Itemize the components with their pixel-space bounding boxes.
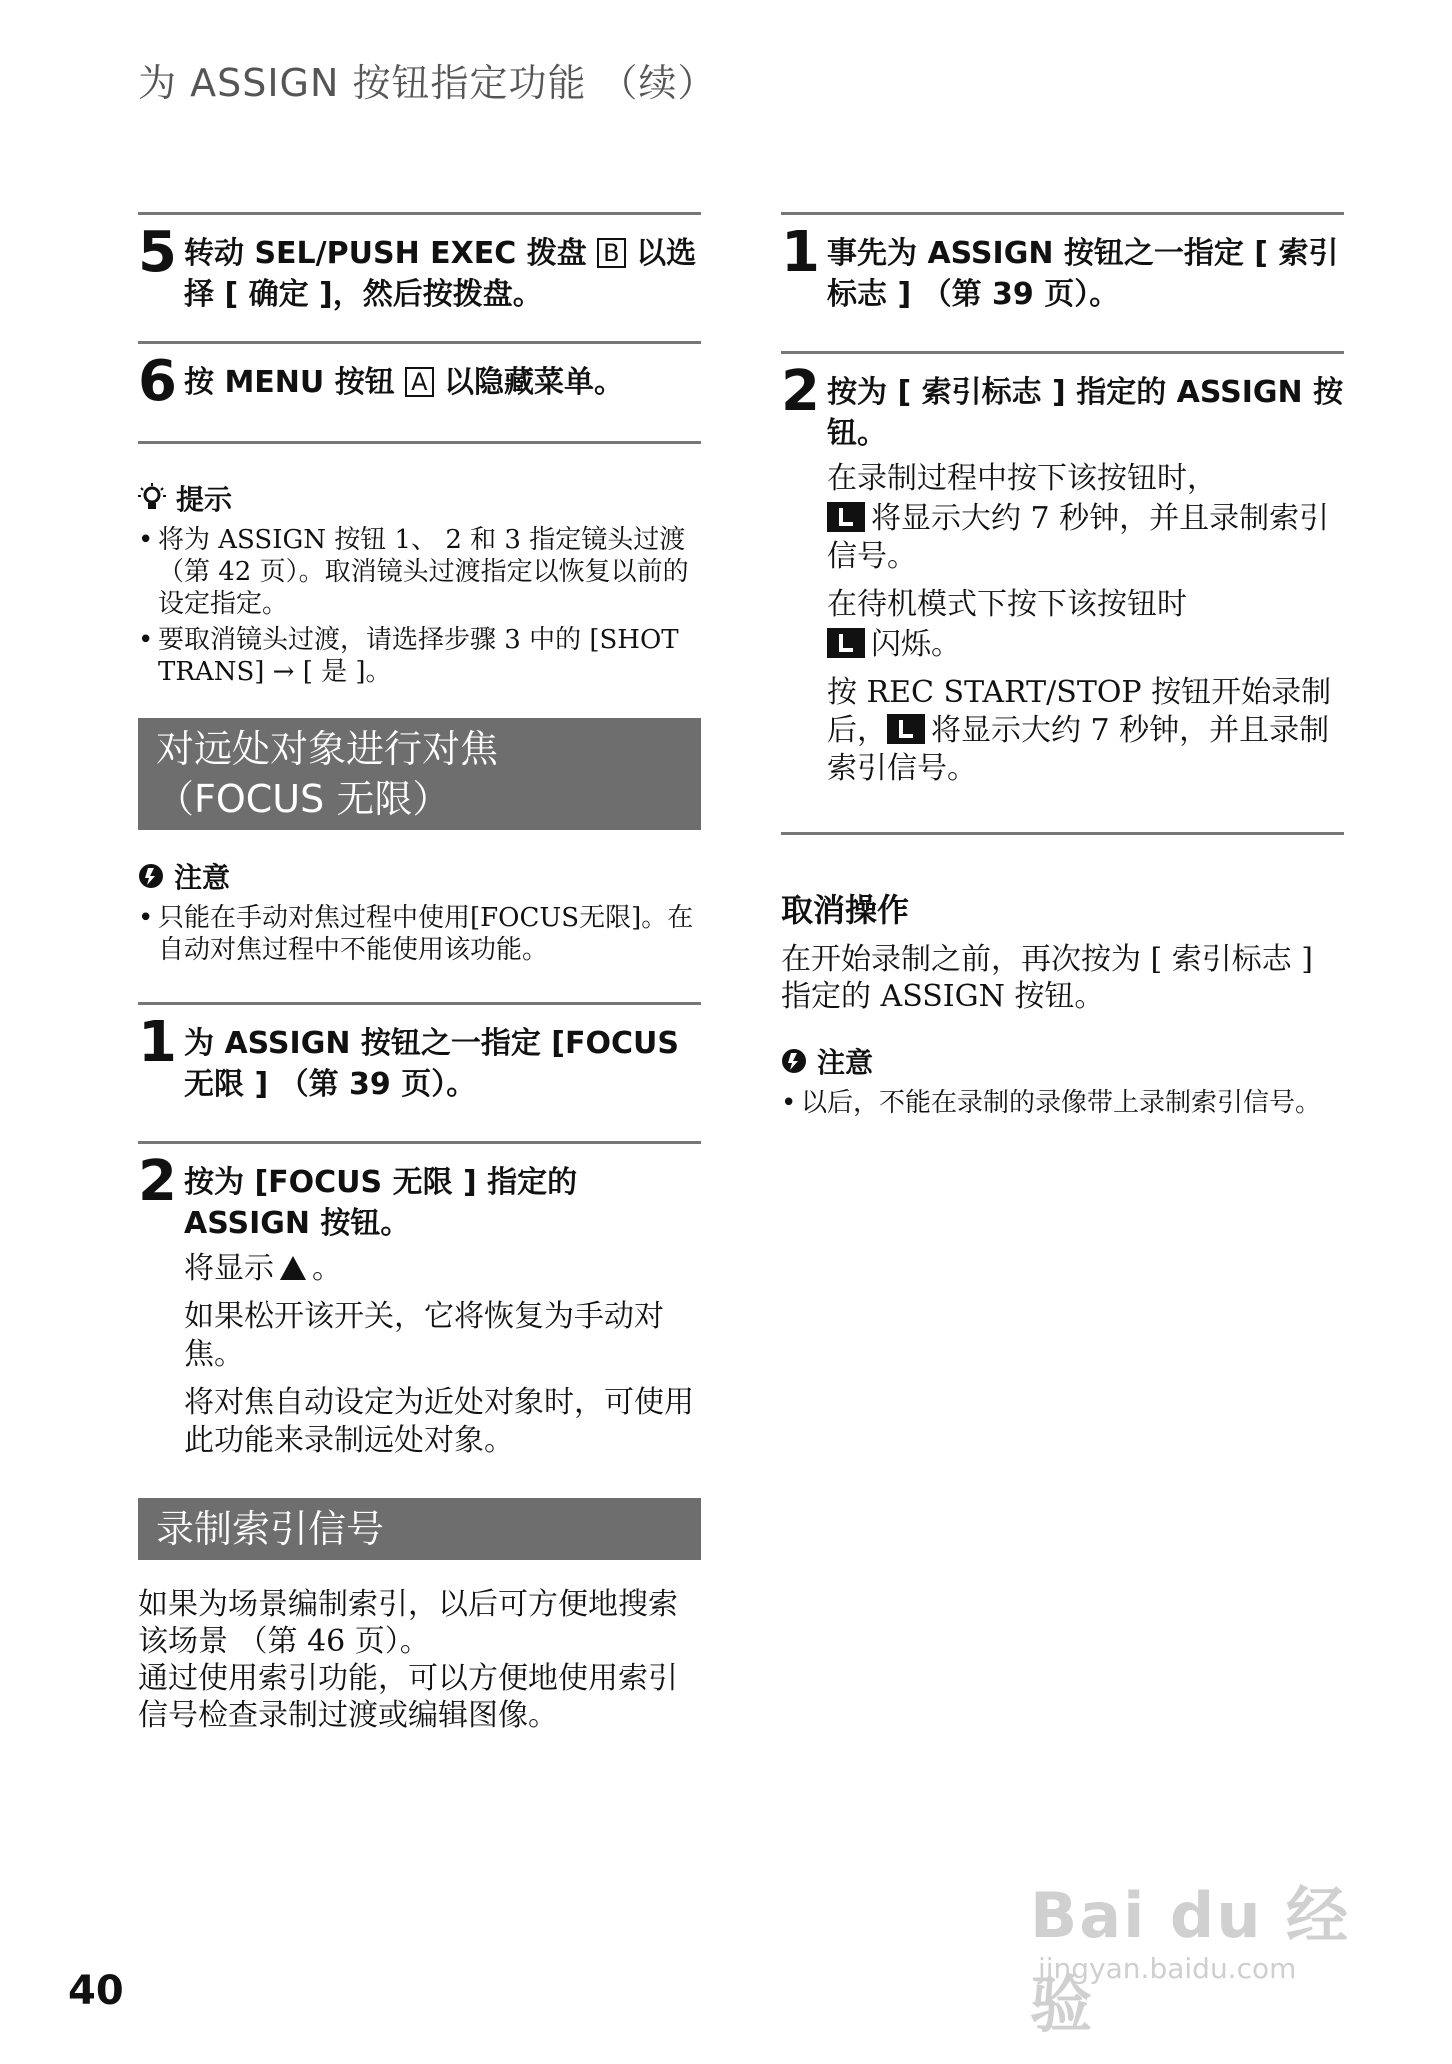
caution-heading (138, 856, 701, 896)
step-body: 将显示 。 如果松开该开关，它将恢复为手动对焦。 将对焦自动设定为近处对象时，可使用此功能来录制远处对象。 (184, 1250, 701, 1460)
index-step-1 (781, 215, 1344, 351)
step-6 (138, 344, 701, 441)
step-number: 5 (138, 220, 177, 285)
index-description (138, 1586, 701, 1734)
caution-list (138, 902, 701, 966)
step-5 (138, 215, 701, 341)
list-item: • 以后，不能在录制的录像带上录制索引信号。 (781, 1087, 1344, 1119)
divider (781, 832, 1344, 835)
index-flag-icon (827, 628, 865, 658)
index-flag-icon (827, 502, 865, 532)
tips-list (138, 524, 701, 688)
watermark-brand: Bai du 经验 (1030, 1879, 1351, 2041)
caution-icon (138, 863, 164, 889)
step-number: 1 (138, 1010, 177, 1075)
lightbulb-icon (138, 483, 166, 513)
step-title: 按 MENU 按钮 A 以隐藏菜单。 (184, 365, 625, 400)
key-label: A (405, 367, 433, 397)
step-text: 如果松开该开关，它将恢复为手动对焦。 (184, 1299, 664, 1372)
caution-label: 注意 (174, 861, 231, 894)
list-item: • 要取消镜头过渡，请选择步骤 3 中的 [SHOT TRANS] → [ 是 ]。 (138, 624, 701, 688)
watermark-url: jingyan.baidu.com (1038, 1952, 1297, 1985)
cancel-heading: 取消操作 (781, 891, 910, 929)
mountain-icon (280, 1256, 306, 1280)
tips-heading (138, 478, 701, 518)
paragraph: 如果为场景编制索引，以后可方便地搜索该场景 （第 46 页）。 (138, 1587, 678, 1659)
section-title-focus-infinity: 对远处对象进行对焦 （FOCUS 无限） (138, 718, 701, 830)
step-number: 2 (138, 1149, 177, 1214)
caution-list (781, 1087, 1344, 1119)
watermark (1030, 1860, 1360, 2041)
index-step-2 (781, 354, 1344, 832)
cancel-description: 在开始录制之前，再次按为 [ 索引标志 ] 指定的 ASSIGN 按钮。 (781, 942, 1314, 1014)
caution-icon (781, 1048, 807, 1074)
step-title: 为 ASSIGN 按钮之一指定 [FOCUS 无限 ] （第 39 页）。 (184, 1026, 679, 1102)
step-number: 6 (138, 349, 177, 414)
step-number: 2 (781, 359, 820, 424)
step-text: 将对焦自动设定为近处对象时，可使用此功能来录制远处对象。 (184, 1385, 694, 1458)
focus-step-1 (138, 1005, 701, 1141)
step-title: 转动 SEL/PUSH EXEC 拨盘 B 以选择 [ 确定 ]，然后按拨盘。 (184, 236, 697, 312)
focus-step-2 (138, 1144, 701, 1480)
left-column (138, 212, 701, 1734)
caution-heading (781, 1041, 1344, 1081)
step-text: 在待机模式下按下该按钮时 (827, 587, 1187, 622)
step-body: 在录制过程中按下该按钮时， 将显示大约 7 秒钟，并且录制索引信号。 在待机模式下按下该按钮时 闪烁。 按 REC START/STOP 按钮开始录制后， 将显示大约 7 秒钟，并且录制索引信号。 (827, 460, 1344, 788)
step-title: 事先为 ASSIGN 按钮之一指定 [ 索引标志 ] （第 39 页）。 (827, 236, 1339, 312)
step-title: 按为 [FOCUS 无限 ] 指定的 ASSIGN 按钮。 (184, 1165, 578, 1241)
paragraph: 通过使用索引功能，可以方便地使用索引信号检查录制过渡或编辑图像。 (138, 1661, 678, 1733)
caution-label: 注意 (817, 1046, 874, 1079)
tips-label: 提示 (176, 483, 233, 516)
step-number: 1 (781, 220, 820, 285)
index-flag-icon (887, 714, 925, 744)
page-number: 40 (68, 1968, 124, 2014)
list-item: • 将为 ASSIGN 按钮 1、 2 和 3 指定镜头过渡（第 42 页）。取消镜头过渡指定以恢复以前的设定指定。 (138, 524, 701, 620)
step-title: 按为 [ 索引标志 ] 指定的 ASSIGN 按钮。 (827, 375, 1344, 451)
divider (138, 441, 701, 444)
step-text: 在录制过程中按下该按钮时， (827, 461, 1217, 496)
key-label: B (597, 238, 625, 268)
list-item: • 只能在手动对焦过程中使用[FOCUS无限]。在自动对焦过程中不能使用该功能。 (138, 902, 701, 966)
right-column (781, 212, 1344, 1123)
section-title-index: 录制索引信号 (138, 1498, 701, 1560)
running-head: 为 ASSIGN 按钮指定功能 （续） (138, 61, 717, 105)
